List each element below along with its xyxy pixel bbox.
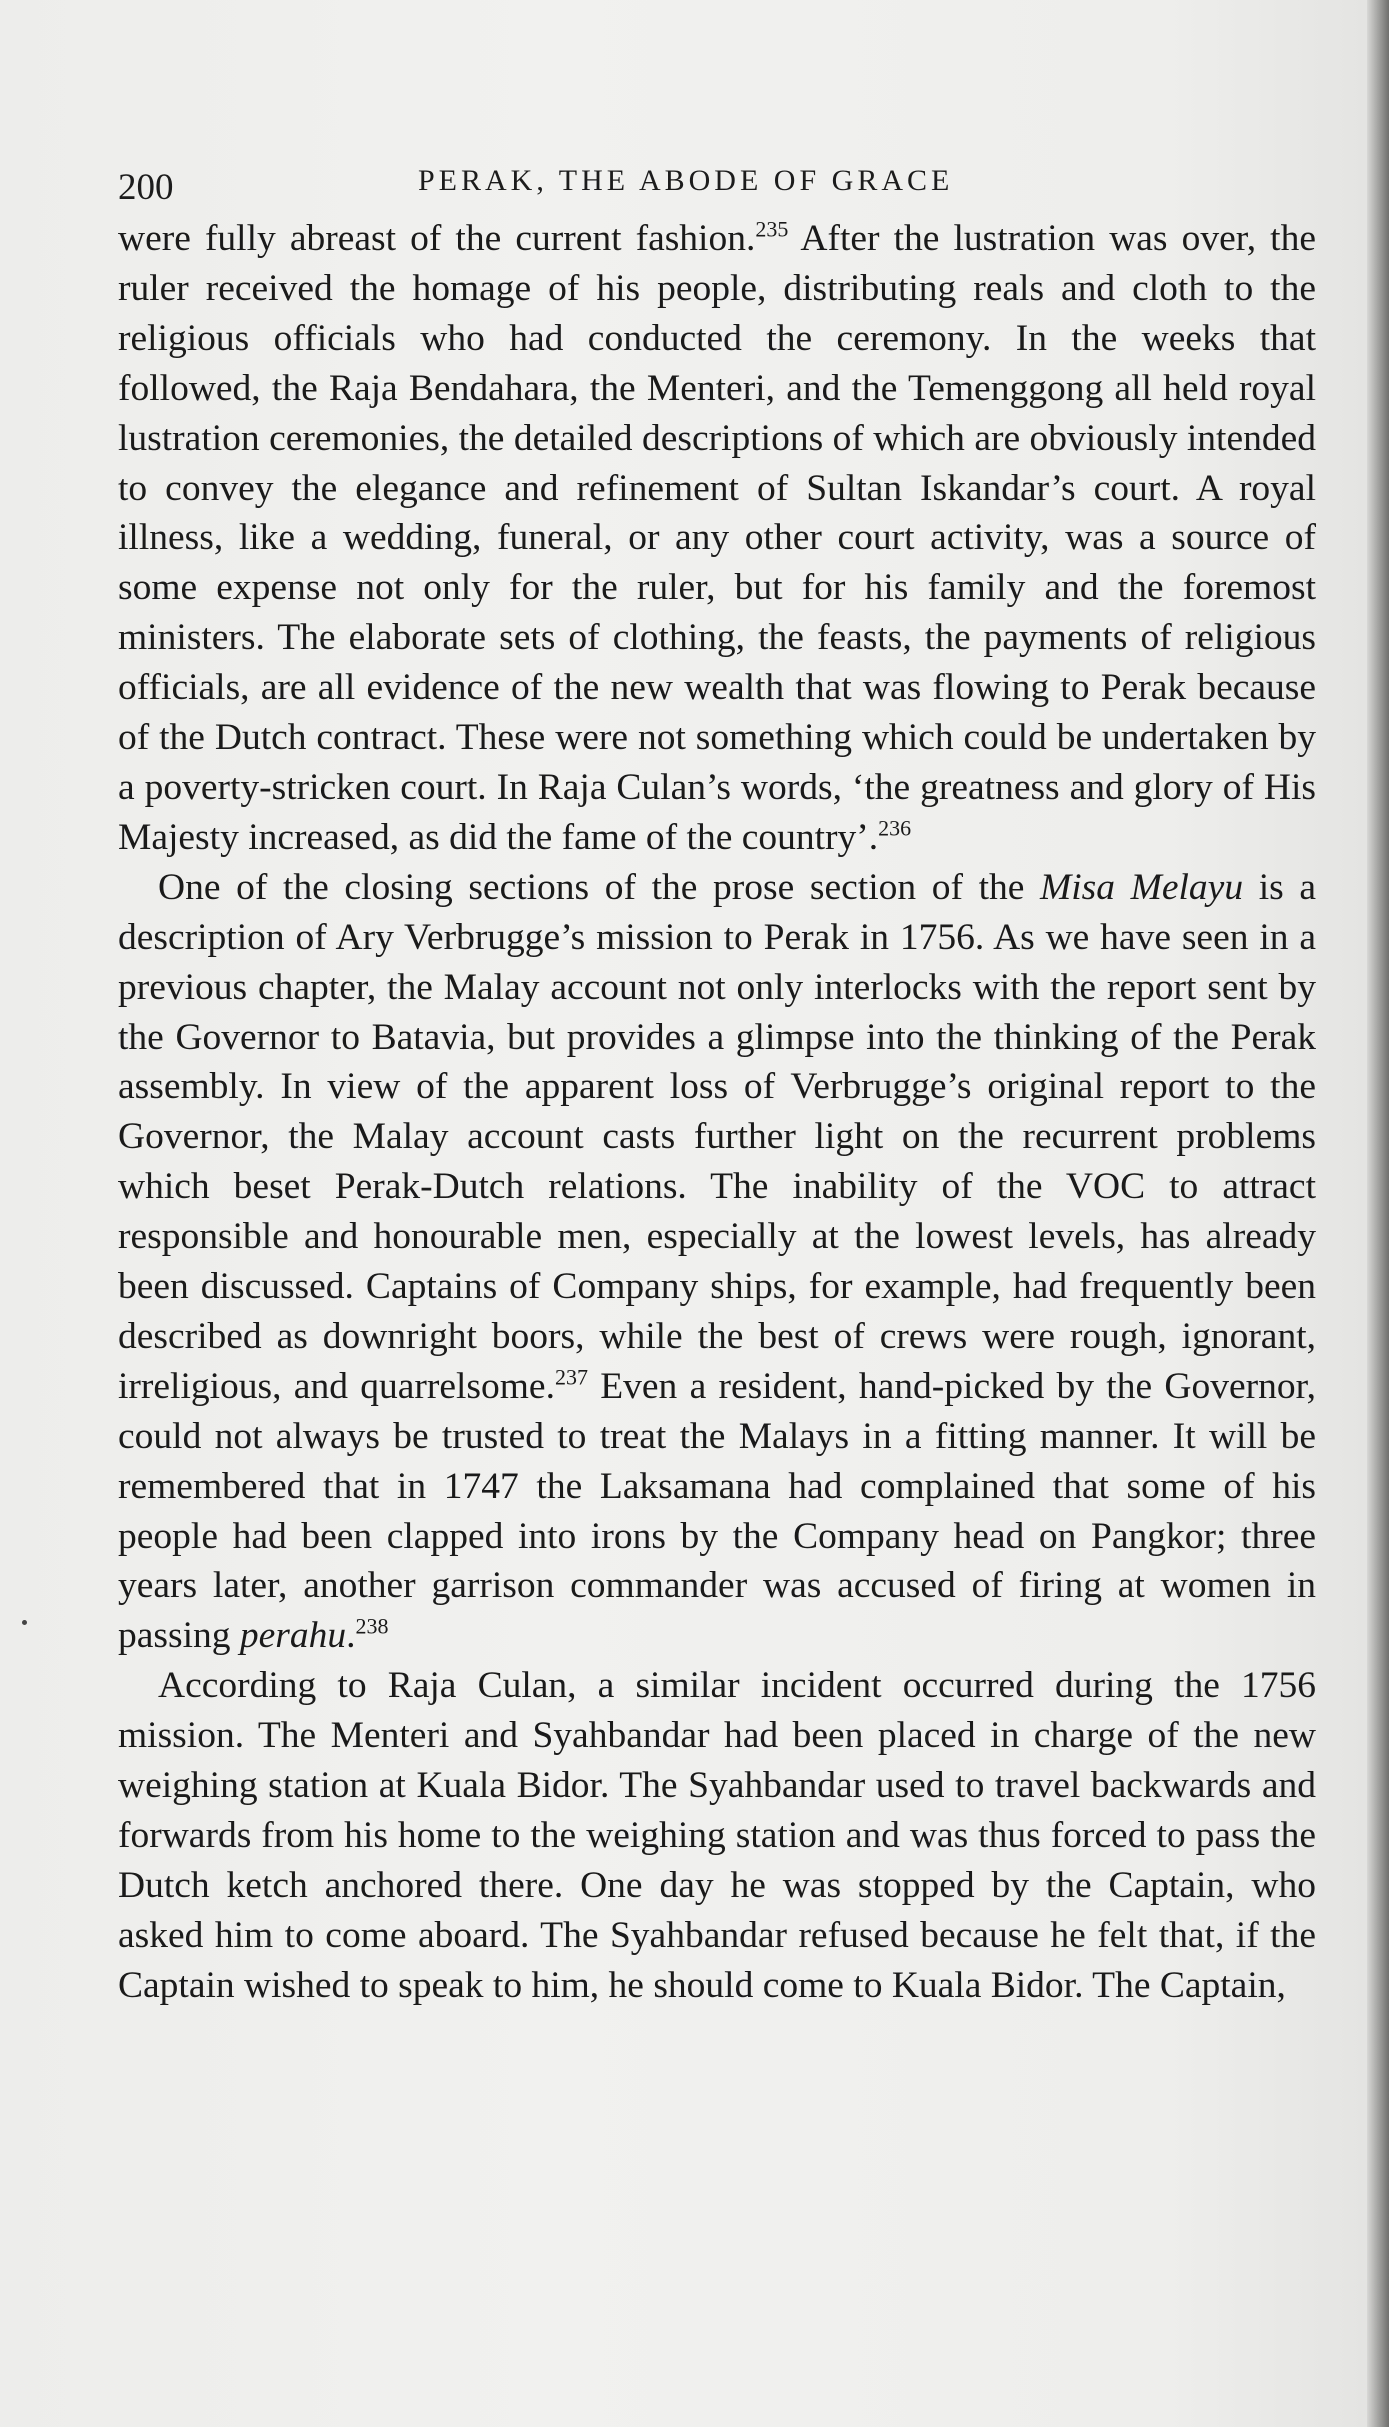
footnote-marker: 237 xyxy=(554,1364,588,1390)
paragraph xyxy=(118,1661,1316,2010)
paragraph xyxy=(118,863,1316,1662)
text-run: . xyxy=(346,1615,356,1657)
italic-term: perahu xyxy=(239,1615,347,1657)
text-run: were fully abreast of the current fashion. xyxy=(118,218,756,259)
page-header xyxy=(118,158,1318,218)
page-number: 200 xyxy=(118,167,174,208)
text-run: One of the closing sections of the prose section of the xyxy=(158,866,1041,908)
page-edge-shadow xyxy=(1367,0,1389,2427)
running-title: PERAK, THE ABODE OF GRACE xyxy=(418,164,954,197)
italic-term: Misa Melayu xyxy=(1040,866,1244,908)
text-run: Even a resident, hand-picked by the Governor, could not always be trusted to treat the Malays in a fitting manner. It will be remembered that in 1747 the Laksamana had complained that some of his people had been clapped into irons by the Company head on Pangkor; three years later, another garrison commander was accused of firing at women in passing xyxy=(118,1365,1316,1657)
text-run: According to Raja Culan, a similar incident occurred during the 1756 mission. The Menteri and Syahbandar had been placed in charge of the new weighing station at Kuala Bidor. The Syahbandar used to travel backwards and forwards from his home to the weighing station and was thus forced to pass the Dutch ketch anchored there. One day he was stopped by the Captain, who asked him to come aboard. The Syahbandar refused because he felt that, if the Captain wished to speak to him, he should come to Kuala Bidor. The Captain, xyxy=(118,1665,1316,2006)
print-speck xyxy=(22,1620,27,1625)
footnote-marker: 236 xyxy=(878,815,912,841)
footnote-marker: 238 xyxy=(355,1613,389,1639)
text-run: After the lustration was over, the ruler received the homage of his people, distributing reals and cloth to the religious officials who had conducted the ceremony. In the weeks that followed, the Raja Bendahara, the Menteri, and the Temenggong all held royal lustration ceremonies, the detailed descriptions of which are obviously intended to convey the elegance and refinement of Sultan Iskandar’s court. A royal illness, like a wedding, funeral, or any other court activity, was a source of some expense not only for the ruler, but for his family and the foremost ministers. The elaborate sets of clothing, the feasts, the payments of religious officials, are all evidence of the new wealth that was flowing to Perak because of the Dutch contract. These were not something which could be undertaken by a poverty-stricken court. In Raja Culan’s words, ‘the greatness and glory of His Majesty increased, as did the fame of the country’. xyxy=(118,218,1316,858)
footnote-marker: 235 xyxy=(755,216,789,242)
body-text xyxy=(118,214,1316,2011)
text-run: is a description of Ary Verbrugge’s mission to Perak in 1756. As we have seen in a previous chapter, the Malay account not only interlocks with the report sent by the Governor to Batavia, but provides a glimpse into the thinking of the Perak assembly. In view of the apparent loss of Verbrugge’s original report to the Governor, the Malay account casts further light on the recurrent problems which beset Perak-Dutch relations. The inability of the VOC to attract responsible and honourable men, especially at the lowest levels, has already been discussed. Captains of Company ships, for example, had frequently been described as downright boors, while the best of crews were rough, ignorant, irreligious, and quarrelsome. xyxy=(118,866,1316,1407)
paragraph xyxy=(118,214,1316,863)
